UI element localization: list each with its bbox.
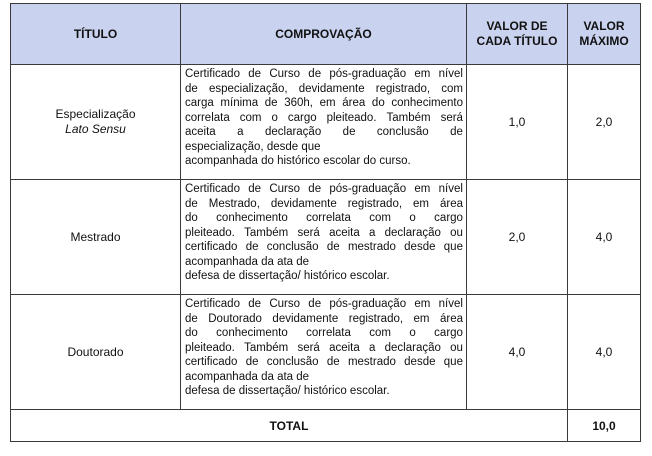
- header-row: [11, 4, 641, 65]
- description-line: acompanhada da ata de: [185, 370, 310, 383]
- row-valor-cada: 1,0: [467, 65, 568, 180]
- description-line: do conhecimento correlata com o cargo: [185, 327, 463, 339]
- description-line: defesa de dissertação/ histórico escolar.: [185, 270, 390, 282]
- row-valor-cada: 4,0: [467, 295, 568, 410]
- header-valor-cada-titulo: [467, 4, 568, 65]
- description-line: defesa de dissertação/ histórico escolar.: [185, 385, 390, 397]
- table-row: [11, 65, 641, 180]
- description-line: pleiteado. Também será aceita a declaração ou: [185, 341, 463, 354]
- total-value: 10,0: [568, 410, 641, 442]
- header-valor-maximo: [568, 4, 641, 65]
- row-subtitle: Lato Sensu: [65, 122, 126, 136]
- description-line: de Mestrado, devidamente registrado, em área: [185, 197, 463, 210]
- total-row: [11, 410, 641, 442]
- row-title-cell: [11, 180, 181, 295]
- row-valor-cada: 2,0: [467, 180, 568, 295]
- row-description: [181, 180, 467, 295]
- description-line: certificado de conclusão de mestrado desde que: [185, 241, 463, 253]
- table-row: [11, 295, 641, 410]
- description-line: carga mínima de 360h, em área do conhecimento: [185, 97, 463, 109]
- row-title-cell: [11, 65, 181, 180]
- description-line: Certificado de Curso de pós-graduação em nível: [185, 298, 463, 310]
- row-title: Mestrado: [70, 229, 121, 244]
- row-valor-max: 4,0: [568, 295, 641, 410]
- description-line: Certificado de Curso de pós-graduação em nível: [185, 68, 463, 80]
- total-label: TOTAL: [11, 410, 568, 442]
- description-line: acompanhada da ata de: [185, 255, 310, 268]
- row-title: Especialização: [55, 107, 136, 121]
- description-line: pleiteado. Também será aceita a declaração ou: [185, 226, 463, 239]
- header-valor-cada-line2: CADA TÍTULO: [476, 34, 558, 48]
- description-line: especialização, desde que: [185, 140, 321, 153]
- description-line: de Doutorado devidamente registrado, em área: [185, 312, 463, 325]
- description-line: de especialização, devidamente registrado, com: [185, 82, 463, 95]
- description-line: acompanhada do histórico escolar do curso.: [185, 155, 411, 167]
- row-title-cell: [11, 295, 181, 410]
- row-description: [181, 295, 467, 410]
- row-title: Doutorado: [67, 344, 124, 359]
- row-valor-max: 4,0: [568, 180, 641, 295]
- header-valor-cada-line1: VALOR DE: [486, 19, 548, 33]
- header-valor-max-line1: VALOR: [583, 19, 625, 33]
- row-valor-max: 2,0: [568, 65, 641, 180]
- description-line: Certificado de Curso de pós-graduação em nível: [185, 183, 463, 195]
- titles-score-table: [10, 3, 641, 442]
- description-line: correlata com o cargo pleiteado. Também será: [185, 111, 463, 124]
- header-comprovacao: COMPROVAÇÃO: [181, 4, 467, 65]
- table-row: [11, 180, 641, 295]
- description-line: certificado de conclusão de mestrado desde que: [185, 356, 463, 368]
- header-titulo: TÍTULO: [11, 4, 181, 65]
- row-description: [181, 65, 467, 180]
- description-line: aceita a declaração de conclusão de: [185, 126, 463, 138]
- header-valor-max-line2: MÁXIMO: [579, 34, 629, 48]
- description-line: do conhecimento correlata com o cargo: [185, 212, 463, 224]
